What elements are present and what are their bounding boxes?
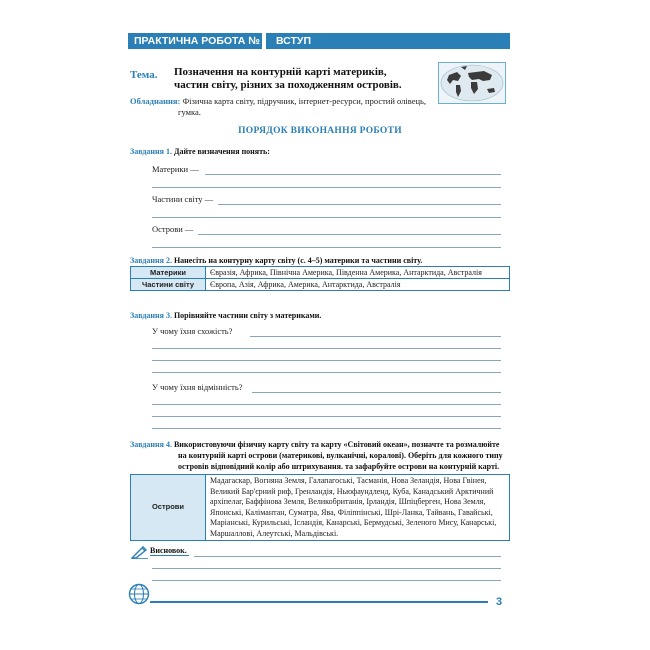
answer-line[interactable] bbox=[152, 428, 501, 429]
answer-line[interactable] bbox=[152, 416, 501, 417]
row-value-continents: Євразія, Африка, Північна Америка, Південна Америка, Антарктида, Австралія bbox=[206, 267, 510, 279]
task3-heading bbox=[130, 311, 321, 320]
section-title: ВСТУП bbox=[266, 33, 510, 49]
row-value-parts: Європа, Азія, Африка, Америка, Антарктида, Австралія bbox=[206, 279, 510, 291]
equipment-text-cont: гумка. bbox=[178, 107, 201, 117]
globe-icon bbox=[128, 583, 150, 605]
term-continents: Материки — bbox=[152, 164, 199, 174]
task2-heading bbox=[130, 256, 422, 265]
row-head-islands: Острови bbox=[131, 475, 206, 541]
table-row bbox=[131, 475, 510, 541]
table-row bbox=[131, 267, 510, 279]
task4-text-line2: на контурній карті острови (материкові, вулканічні, коралові). Оберіть для кожного типу bbox=[178, 451, 503, 460]
task2-text: Нанесіть на контурну карту світу (с. 4–5) материки та частини світу. bbox=[173, 256, 423, 265]
practical-work-title: ПРАКТИЧНА РОБОТА № 1 bbox=[128, 33, 262, 49]
question-difference: У чому їхня відмінність? bbox=[152, 382, 243, 392]
term-parts-of-world: Частини світу — bbox=[152, 194, 214, 204]
page-header bbox=[128, 33, 510, 63]
answer-line[interactable] bbox=[194, 556, 501, 557]
task2-label: Завдання 2. bbox=[130, 256, 172, 265]
answer-line[interactable] bbox=[250, 336, 501, 337]
task4-heading bbox=[130, 439, 508, 472]
task4-table bbox=[130, 474, 510, 541]
term-islands: Острови — bbox=[152, 224, 194, 234]
answer-line[interactable] bbox=[152, 348, 501, 349]
footer-rule bbox=[150, 601, 488, 603]
answer-line[interactable] bbox=[152, 187, 501, 188]
row-value-islands: Мадагаскар, Вогняна Земля, Галапагоські, Тасманія, Нова Зеландія, Нова Гвінея, Великий Бар'єрний риф, Гренландія, Ньюфаундленд, Куба, Канадський Арктичний архіпелаг, Баффінова Земля, Великобританія, Ірландія, Шпіцберген, Нова Земля, Японські, Калімантан, Суматра, Ява, Філіппінські, Шрі-Ланка, Тайвань, Гавайські, Маріанські, Курильські, Ісландія, Канарські, Бермудські, Зеленого Мису, Канарські, Маршаллові, Алеутські, Мальдівські. bbox=[206, 475, 510, 541]
pencil-icon bbox=[131, 545, 149, 559]
order-title: ПОРЯДОК ВИКОНАННЯ РОБОТИ bbox=[238, 126, 402, 136]
task3-text: Порівняйте частини світу з материками. bbox=[173, 311, 322, 320]
task2-table bbox=[130, 266, 510, 291]
equipment-label: Обладнання: bbox=[130, 96, 181, 106]
world-map-icon bbox=[438, 62, 506, 104]
answer-line[interactable] bbox=[152, 404, 501, 405]
answer-line[interactable] bbox=[152, 247, 501, 248]
task1-text: Дайте визначення понять: bbox=[173, 147, 270, 156]
task4-text-line3: островів відповідний колір або штрихування. та зафарбуйте острови на контурній карті. bbox=[178, 462, 500, 471]
row-head-parts: Частини світу bbox=[131, 279, 206, 291]
tema-text: Позначення на контурній карті материків, частин світу, різних за походженням островів. bbox=[174, 66, 402, 91]
equipment bbox=[130, 96, 430, 118]
answer-line[interactable] bbox=[218, 204, 501, 205]
answer-line[interactable] bbox=[198, 234, 501, 235]
page-number: 3 bbox=[496, 596, 503, 608]
row-head-continents: Материки bbox=[131, 267, 206, 279]
task1-heading bbox=[130, 147, 270, 156]
answer-line[interactable] bbox=[152, 568, 501, 569]
answer-line[interactable] bbox=[152, 372, 501, 373]
task4-label: Завдання 4. bbox=[130, 440, 172, 449]
task3-label: Завдання 3. bbox=[130, 311, 172, 320]
answer-line[interactable] bbox=[152, 360, 501, 361]
table-row bbox=[131, 279, 510, 291]
conclusion-label: Висновок. bbox=[150, 546, 187, 555]
answer-line[interactable] bbox=[252, 392, 501, 393]
answer-line[interactable] bbox=[152, 217, 501, 218]
tema-label: Тема. bbox=[130, 69, 158, 81]
answer-line[interactable] bbox=[205, 174, 501, 175]
task4-text-line1: Використовуючи фізичну карту світу та карту «Світовий океан», позначте та розмалюйте bbox=[173, 440, 500, 449]
equipment-text: Фізична карта світу, підручник, інтернет-ресурси, простий олівець, bbox=[182, 96, 427, 106]
task1-label: Завдання 1. bbox=[130, 147, 172, 156]
question-similarity: У чому їхня схожість? bbox=[152, 326, 233, 336]
answer-line[interactable] bbox=[152, 580, 501, 581]
